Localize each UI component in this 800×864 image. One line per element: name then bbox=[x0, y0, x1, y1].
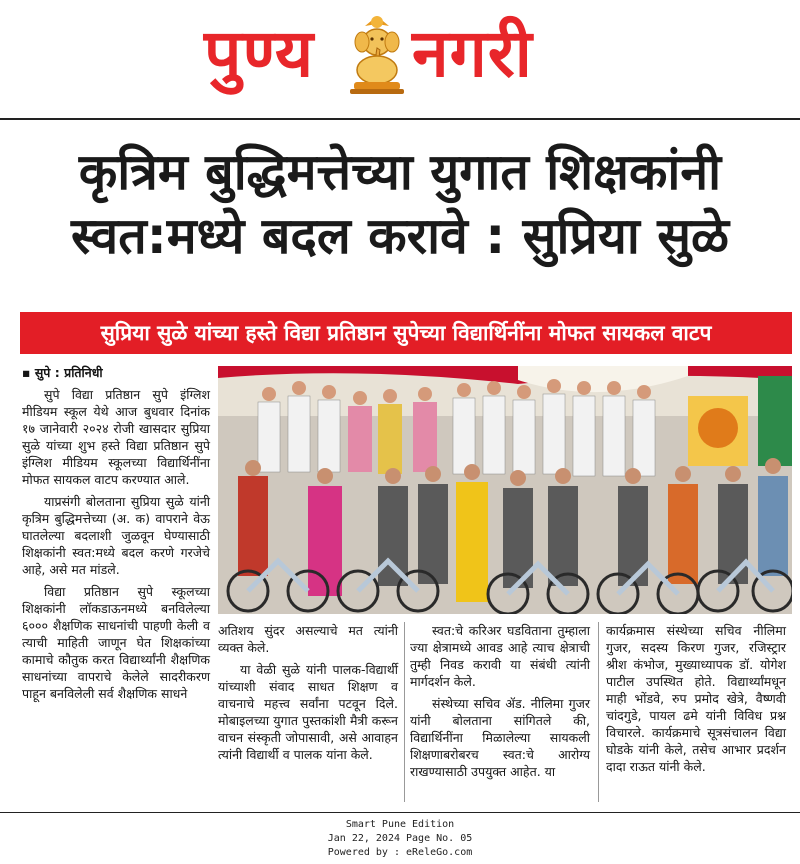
masthead-title-left: पुण्य bbox=[204, 15, 315, 92]
ganesha-logo-icon bbox=[344, 12, 410, 96]
column-divider bbox=[598, 622, 599, 802]
event-photo bbox=[218, 366, 792, 614]
article-column-1 bbox=[22, 364, 210, 707]
footer-divider bbox=[0, 812, 800, 813]
article-column-4 bbox=[606, 622, 786, 780]
subheadline-banner bbox=[20, 312, 792, 354]
article-column-2 bbox=[218, 622, 398, 768]
headline-line-2: स्वत:मध्ये बदल करावे : सुप्रिया सुळे bbox=[70, 207, 730, 265]
paragraph: संस्थेच्या सचिव ॲड. नीलिमा गुजर यांनी बोलताना सांगितले की, विद्यार्थिनींना मिळालेल्या सायकली शिक्षणाबरोबरच स्वत:चे आरोग्य राखण्यासाठी उपयुक्त आहेत. या bbox=[410, 696, 590, 779]
paragraph: कार्यक्रमास संस्थेच्या सचिव नीलिमा गुजर, सदस्य किरण गुजर, रजिस्ट्रार श्रीश कंभोज, मुख्याध्यापक डॉ. योगेश पाटील उपस्थित होते. विद्यार्थ्यांमधून माही भोंडवे, रुप प्रमोद खेत्रे, वैष्णवी चांदगुडे, पायल ढमे यांनी विविध प्रश्न विचारले. कार्यक्रमाचे सूत्रसंचालन विद्या घोडके यांनी केले, तसेच आभार प्रदर्शन दादा राऊत यांनी केले. bbox=[606, 623, 786, 774]
edition-label: Smart Pune Edition bbox=[345, 819, 455, 830]
paragraph: या वेळी सुळे यांनी पालक-विद्यार्थी यांच्याशी संवाद साधत शिक्षण व वाचनाचे महत्त्व सर्वांना पटवून दिले. मोबाइलच्या युगात पुस्तकांशी मैत्री करून वाचन संस्कृती जोपासावी, असे आवाहन त्यांनी विद्यार्थी व पालक यांना केले. bbox=[218, 662, 398, 762]
byline: ▪ सुपे : प्रतिनिधी bbox=[22, 365, 103, 380]
powered-by-link[interactable]: Powered by : eReleGo.com bbox=[327, 847, 473, 858]
paragraph: स्वत:चे करिअर घडविताना तुम्हाला ज्या क्षेत्रामध्ये आवड आहे त्याच क्षेत्राची तुम्ही निवड करावी या संबंधी त्यांनी मार्गदर्शन केले. bbox=[410, 623, 590, 689]
footer bbox=[0, 818, 800, 860]
paragraph: सुपे विद्या प्रतिष्ठान सुपे इंग्लिश मीडियम स्कूल येथे आज बुधवार दिनांक १७ जानेवारी २०२४ रोजी खासदार सुप्रिया सुळे यांच्या शुभ हस्ते विद्या प्रतिष्ठान सुपे इंग्लिश मीडियम स्कूलच्या विद्यार्थिनींना मोफत सायकल वाटप करण्यात आले. bbox=[22, 387, 210, 487]
masthead-title-right: नगरी bbox=[412, 15, 533, 92]
paragraph: याप्रसंगी बोलताना सुप्रिया सुळे यांनी कृत्रिम बुद्धिमत्तेच्या (अ. क) वापराने वेऊ घातलेल्या बदलाशी जुळवून घेण्यासाठी शिक्षकांनी स्वत:मध्ये बदल करणे गरजेचे आहे, असे मत मांडले. bbox=[22, 494, 210, 577]
article-headline bbox=[0, 140, 800, 268]
paragraph: अतिशय सुंदर असल्याचे मत त्यांनी व्यक्त केले. bbox=[218, 623, 398, 655]
date-page-label: Jan 22, 2024 Page No. 05 bbox=[327, 833, 473, 844]
column-divider bbox=[404, 622, 405, 802]
masthead-divider bbox=[0, 118, 800, 120]
headline-line-1: कृत्रिम बुद्धिमत्तेच्या युगात शिक्षकांनी bbox=[78, 143, 722, 201]
subheadline-text: सुप्रिया सुळे यांच्या हस्ते विद्या प्रतिष्ठान सुपेच्या विद्यार्थिनींना मोफत सायकल वाटप bbox=[100, 321, 712, 345]
masthead bbox=[0, 0, 800, 118]
article-column-3 bbox=[410, 622, 590, 785]
paragraph: विद्या प्रतिष्ठान सुपे स्कूलच्या शिक्षकांनी लॉकडाऊनमध्ये बनविलेल्या ६००० शैक्षणिक साधनांची पाहणी केली व त्याची माहिती जाणून घेत शिक्षकांच्या कामाचे कौतुक करत विद्यार्थ्यांनी शैक्षणिक साधनांच्या वापराचे केलेले सादरीकरण पाहून बनविलेली सर्व शैक्षणिक साधने bbox=[22, 584, 210, 701]
